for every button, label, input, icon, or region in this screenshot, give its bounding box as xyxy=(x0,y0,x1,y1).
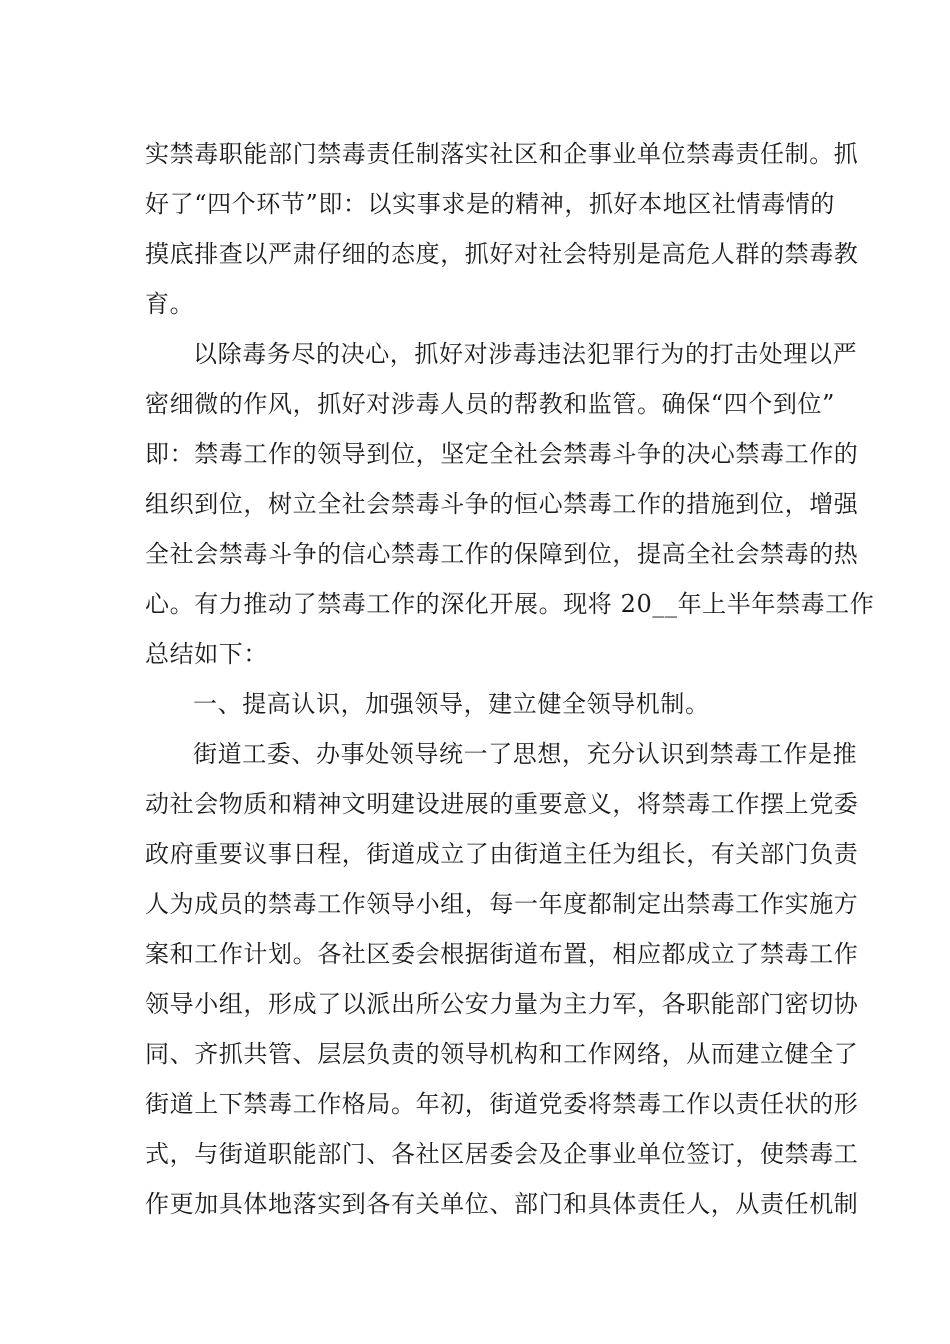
text-line: 政府重要议事日程，街道成立了由街道主任为组长，有关部门负责 xyxy=(145,840,859,868)
text-line: 密细微的作风，抓好对涉毒人员的帮教和监管。确保“四个到位” xyxy=(145,390,835,418)
text-line: 即：禁毒工作的领导到位，坚定全社会禁毒斗争的决心禁毒工作的 xyxy=(145,440,859,468)
text-line: 好了“四个环节”即：以实事求是的精神，抓好本地区社情毒情的 xyxy=(145,190,835,218)
text-line: 心。有力推动了禁毒工作的深化开展。现将 20__年上半年禁毒工作 xyxy=(145,590,875,618)
section-heading: 一、提高认识，加强领导，建立健全领导机制。 xyxy=(193,690,710,718)
text-line: 作更加具体地落实到各有关单位、部门和具体责任人，从责任机制 xyxy=(145,1190,859,1218)
text-line: 案和工作计划。各社区委会根据街道布置，相应都成立了禁毒工作 xyxy=(145,940,859,968)
text-line: 同、齐抓共管、层层负责的领导机构和工作网络，从而建立健全了 xyxy=(145,1040,859,1068)
text-line: 组织到位，树立全社会禁毒斗争的恒心禁毒工作的措施到位，增强 xyxy=(145,490,859,518)
text-line: 全社会禁毒斗争的信心禁毒工作的保障到位，提高全社会禁毒的热 xyxy=(145,540,859,568)
text-line: 育。 xyxy=(145,290,195,318)
text-line: 动社会物质和精神文明建设进展的重要意义，将禁毒工作摆上党委 xyxy=(145,790,859,818)
text-line: 式，与街道职能部门、各社区居委会及企事业单位签订，使禁毒工 xyxy=(145,1140,859,1168)
text-line: 总结如下： xyxy=(145,640,268,668)
text-line: 领导小组，形成了以派出所公安力量为主力军，各职能部门密切协 xyxy=(145,990,859,1018)
paragraph-first-line: 街道工委、办事处领导统一了思想，充分认识到禁毒工作是推 xyxy=(193,740,858,768)
text-line: 摸底排查以严肃仔细的态度，抓好对社会特别是高危人群的禁毒教 xyxy=(145,240,859,268)
text-line: 街道上下禁毒工作格局。年初，街道党委将禁毒工作以责任状的形 xyxy=(145,1090,859,1118)
text-line: 人为成员的禁毒工作领导小组，每一年度都制定出禁毒工作实施方 xyxy=(145,890,859,918)
text-line: 实禁毒职能部门禁毒责任制落实社区和企事业单位禁毒责任制。抓 xyxy=(145,140,859,168)
paragraph-first-line: 以除毒务尽的决心，抓好对涉毒违法犯罪行为的打击处理以严 xyxy=(193,340,858,368)
